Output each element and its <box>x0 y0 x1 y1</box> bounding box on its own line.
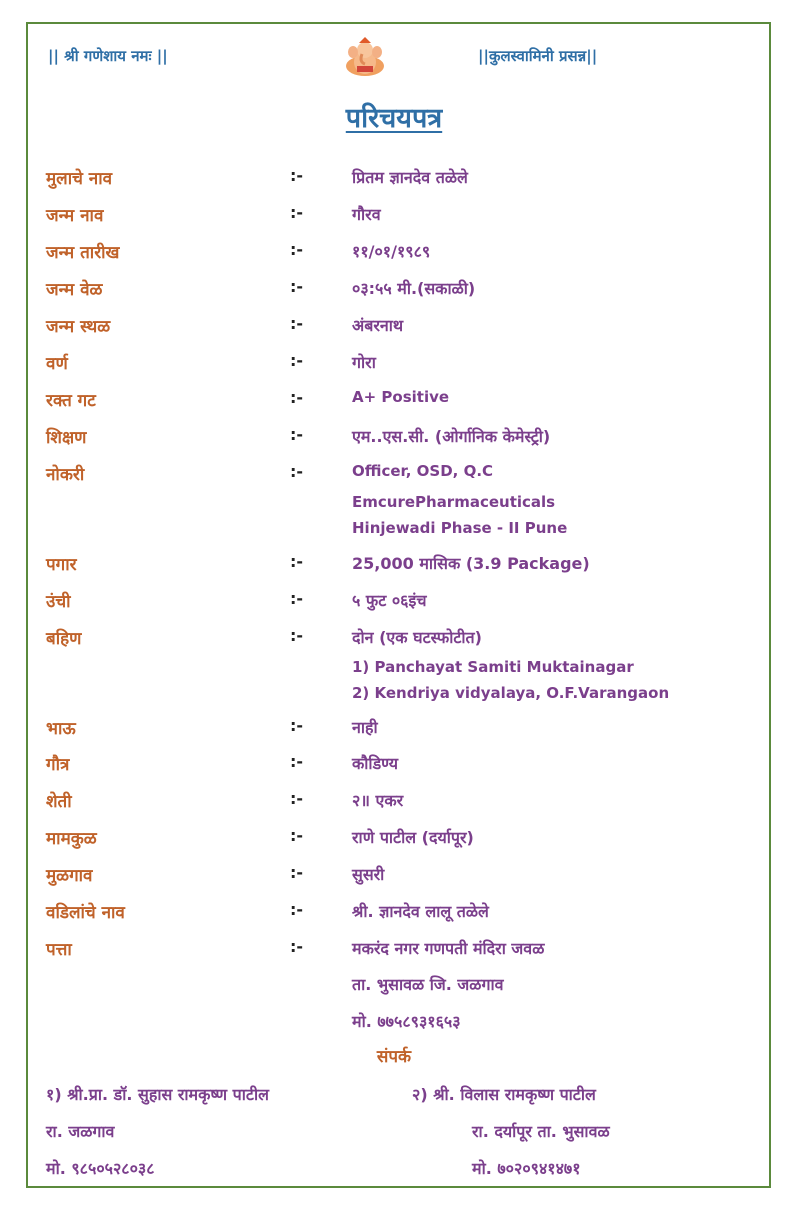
field-value: 25,000 मासिक (3.9 Package) <box>352 554 590 573</box>
field-separator: :- <box>290 752 304 771</box>
field-separator: :- <box>290 314 304 333</box>
field-value: ५ फुट ०६इंच <box>352 591 427 610</box>
field-value: एम..एस.सी. (ओर्गानिक केमेस्ट्री) <box>352 427 551 446</box>
field-label: जन्म तारीख <box>46 243 120 263</box>
biodata-row <box>0 900 788 930</box>
biodata-row <box>0 203 788 233</box>
contact1-name: १) श्री.प्रा. डॉ. सुहास रामकृष्ण पाटील <box>46 1085 269 1104</box>
field-separator: :- <box>290 552 304 571</box>
field-label: मुलाचे नाव <box>46 169 113 189</box>
biodata-row <box>0 425 788 455</box>
biodata-row <box>0 462 788 492</box>
field-separator: :- <box>290 240 304 259</box>
contact2-phone: मो. ७०२०९४१४७१ <box>472 1159 581 1178</box>
field-separator: :- <box>290 203 304 222</box>
biodata-row <box>0 166 788 196</box>
field-value: श्री. ज्ञानदेव लालू तळेले <box>352 902 489 921</box>
field-value: दोन (एक घटस्फोटीत) <box>352 628 482 647</box>
field-label: रक्त गट <box>46 391 96 411</box>
contact-heading: संपर्क <box>376 1047 412 1067</box>
field-label: वडिलांचे नाव <box>46 903 125 923</box>
field-label: जन्म नाव <box>46 206 104 226</box>
page-title <box>0 98 788 135</box>
biodata-row <box>0 626 788 656</box>
field-value-continued: EmcurePharmaceuticals <box>352 493 556 511</box>
field-value: कौडिण्य <box>352 754 399 773</box>
biodata-row <box>0 314 788 344</box>
field-label: मामकुळ <box>46 829 97 849</box>
field-label: जन्म स्थळ <box>46 317 111 337</box>
biodata-row <box>0 826 788 856</box>
field-separator: :- <box>290 589 304 608</box>
biodata-row <box>0 752 788 782</box>
field-label: वर्ण <box>46 354 68 374</box>
field-value: मकरंद नगर गणपती मंदिरा जवळ <box>352 939 545 958</box>
field-value-continued: मो. ७७५८९३१६५३ <box>352 1012 461 1031</box>
field-value-continued: ता. भुसावळ जि. जळगाव <box>352 975 504 994</box>
biodata-row <box>0 240 788 270</box>
field-label: मुळगाव <box>46 866 93 886</box>
field-value-continued: 1) Panchayat Samiti Muktainagar <box>352 658 634 676</box>
field-label: शेती <box>46 792 72 812</box>
biodata-row <box>0 388 788 418</box>
field-label: भाऊ <box>46 719 76 739</box>
biodata-row <box>0 937 788 967</box>
field-value: ०३:५५ मी.(सकाळी) <box>352 279 476 298</box>
field-separator: :- <box>290 351 304 370</box>
contact2-name: २) श्री. विलास रामकृष्ण पाटील <box>412 1085 596 1104</box>
field-label: जन्म वेळ <box>46 280 103 300</box>
field-separator: :- <box>290 166 304 185</box>
biodata-row <box>0 351 788 381</box>
field-label: गौत्र <box>46 755 70 775</box>
field-value: Officer, OSD, Q.C <box>352 462 494 480</box>
page-title-text: परिचयपत्र <box>345 103 443 134</box>
field-label: बहिण <box>46 629 82 649</box>
field-value-continued: 2) Kendriya vidyalaya, O.F.Varangaon <box>352 684 670 702</box>
field-value-continued: Hinjewadi Phase - II Pune <box>352 519 568 537</box>
field-value: ११/०१/१९८९ <box>352 242 431 261</box>
field-separator: :- <box>290 626 304 645</box>
field-separator: :- <box>290 863 304 882</box>
field-separator: :- <box>290 826 304 845</box>
biodata-row <box>0 552 788 582</box>
biodata-row <box>0 716 788 746</box>
field-separator: :- <box>290 277 304 296</box>
field-label: उंची <box>46 592 71 612</box>
field-value: प्रितम ज्ञानदेव तळेले <box>352 168 468 187</box>
biodata-row <box>0 589 788 619</box>
field-separator: :- <box>290 789 304 808</box>
field-value: राणे पाटील (दर्यापूर) <box>352 828 474 847</box>
contact1-phone: मो. ९८५०५२८०३८ <box>46 1159 155 1178</box>
contact1-place: रा. जळगाव <box>46 1122 115 1141</box>
biodata-row <box>0 277 788 307</box>
field-value: A+ Positive <box>352 388 450 406</box>
header-right-blessing: ||कुलस्वामिनी प्रसन्न|| <box>478 47 598 65</box>
field-label: शिक्षण <box>46 428 87 448</box>
field-value: गोरा <box>352 353 376 372</box>
field-value: गौरव <box>352 205 381 224</box>
field-separator: :- <box>290 462 304 481</box>
field-value: नाही <box>352 718 378 737</box>
contact2-place: रा. दर्यापूर ता. भुसावळ <box>472 1122 610 1141</box>
field-separator: :- <box>290 388 304 407</box>
field-value: सुसरी <box>352 865 385 884</box>
field-label: नोकरी <box>46 465 85 485</box>
ganesh-icon <box>343 36 387 78</box>
header-left-blessing: || श्री गणेशाय नमः || <box>48 47 168 65</box>
field-label: पगार <box>46 555 77 575</box>
field-separator: :- <box>290 900 304 919</box>
field-separator: :- <box>290 716 304 735</box>
biodata-row <box>0 789 788 819</box>
field-value: अंबरनाथ <box>352 316 404 335</box>
field-value: २॥ एकर <box>352 791 404 810</box>
field-separator: :- <box>290 937 304 956</box>
biodata-row <box>0 863 788 893</box>
field-separator: :- <box>290 425 304 444</box>
field-label: पत्ता <box>46 940 72 960</box>
